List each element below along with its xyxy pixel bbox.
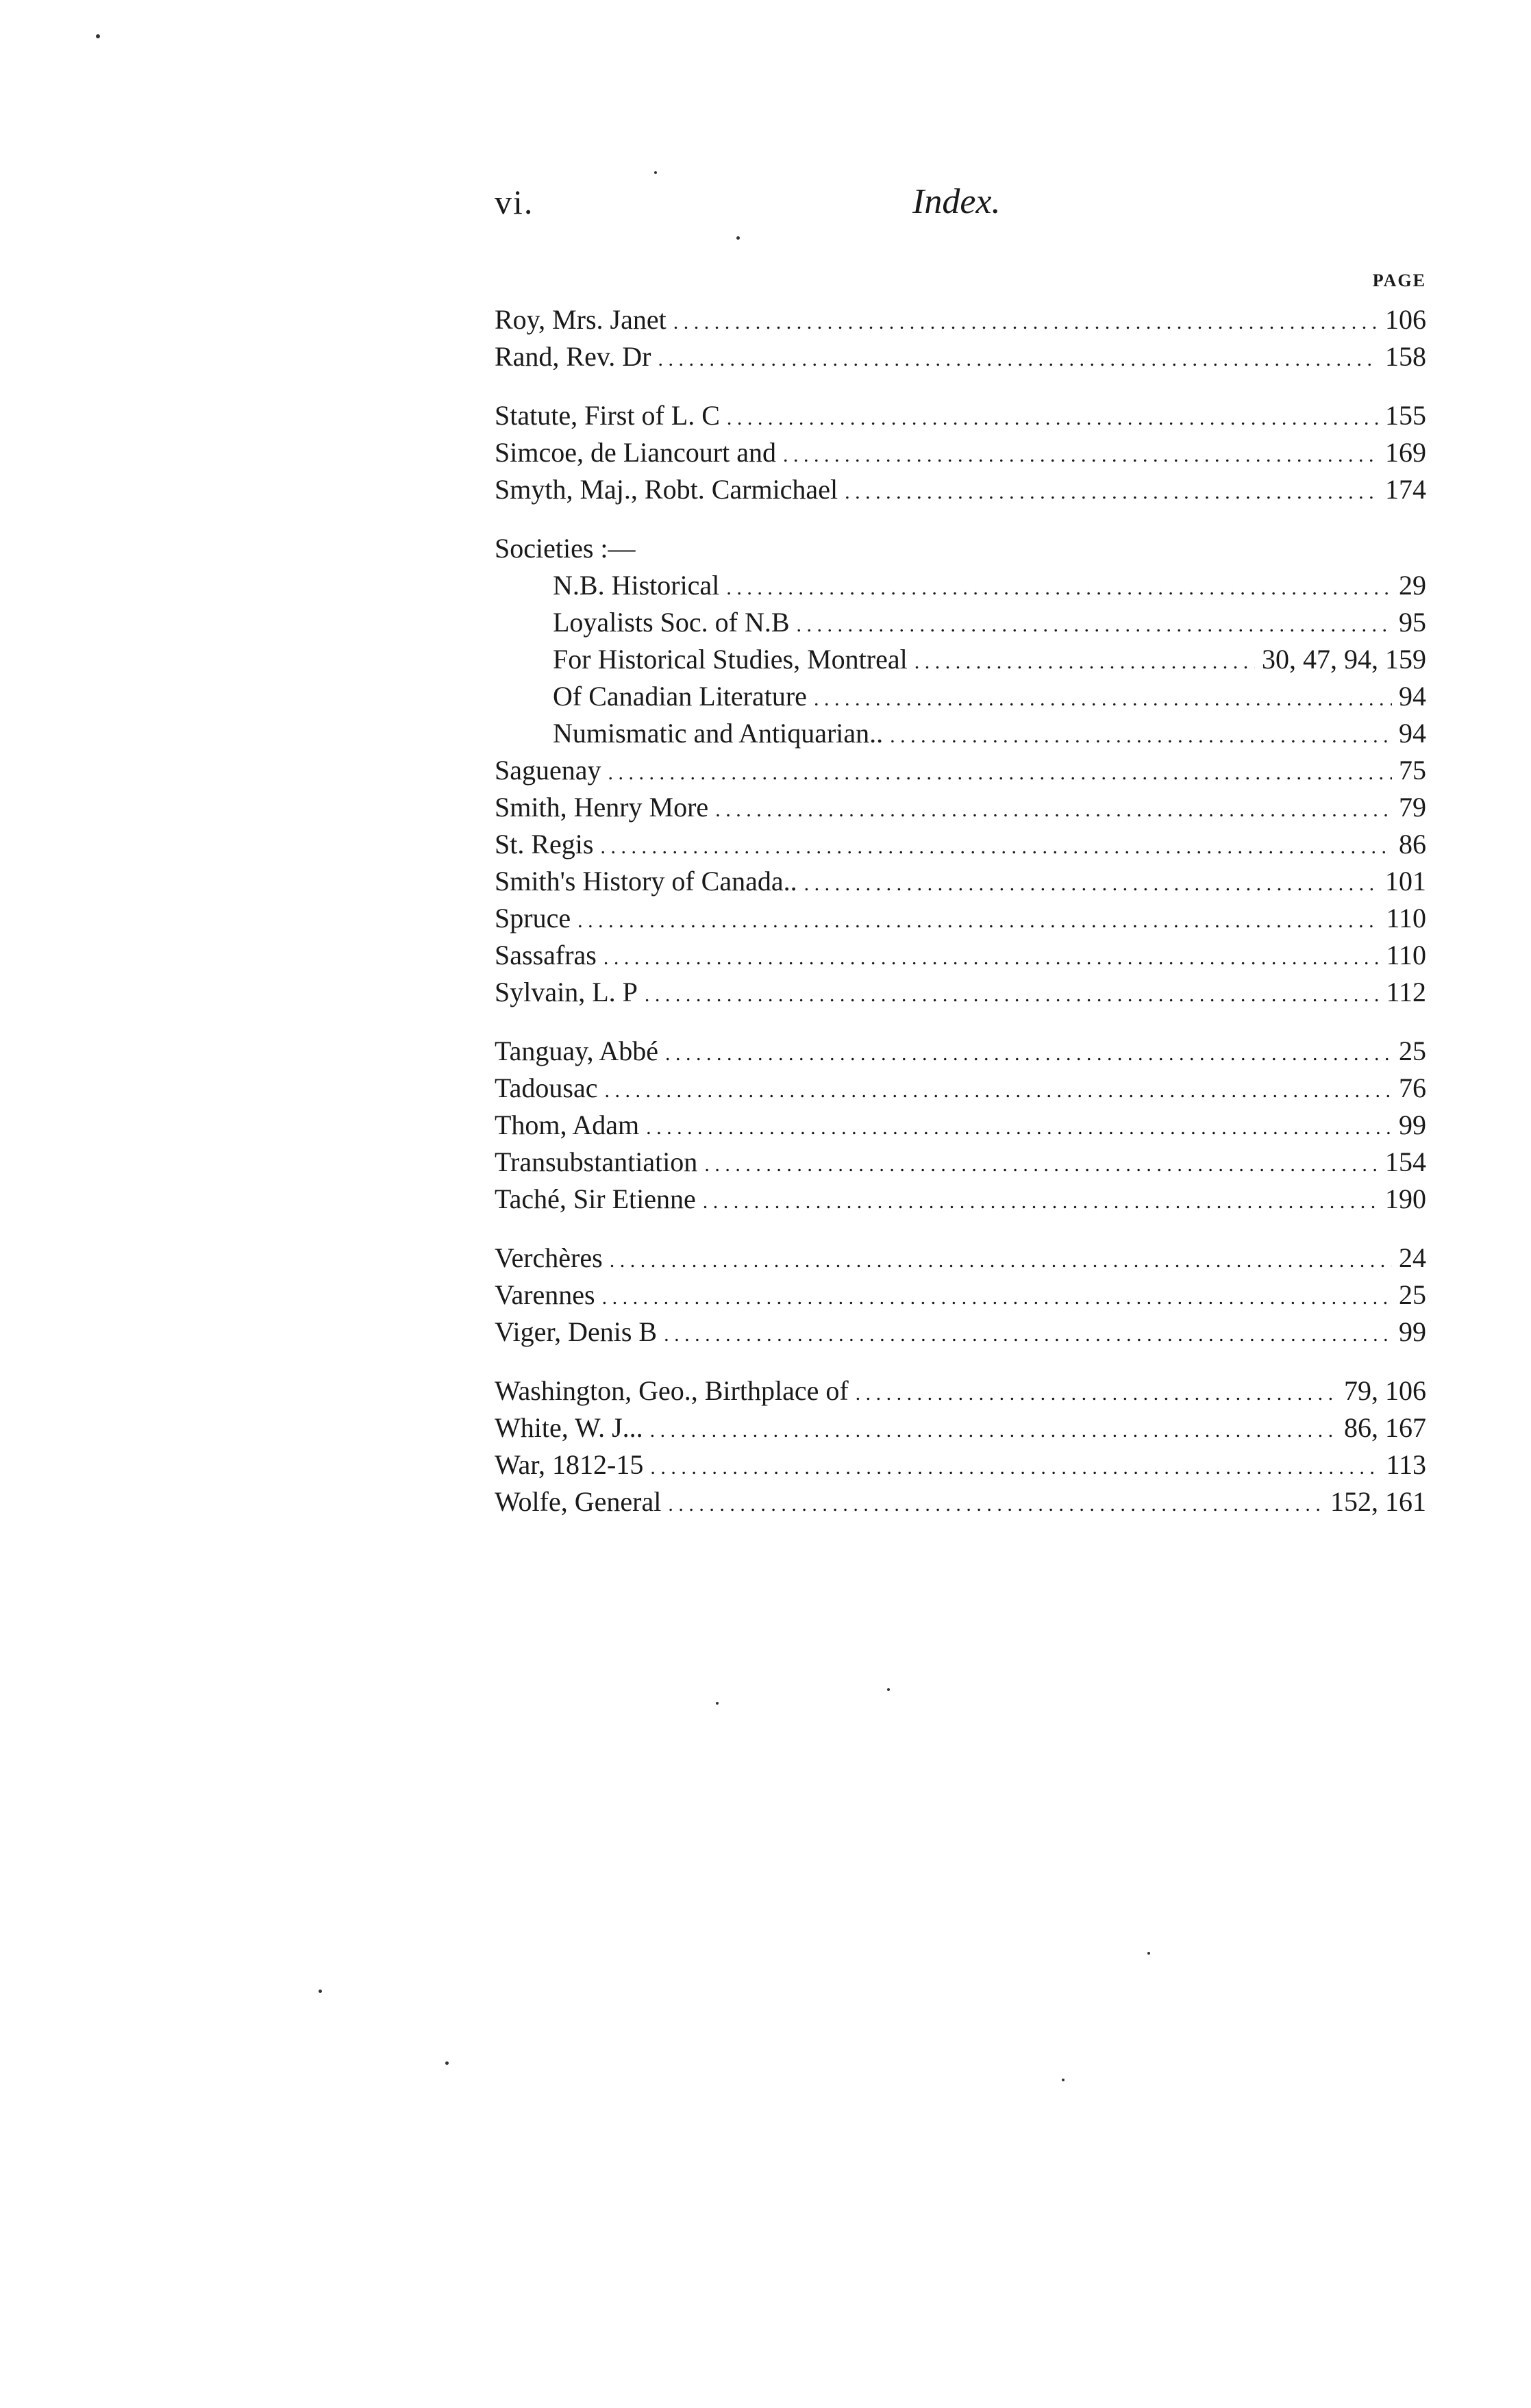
index-entry: [495, 863, 1426, 900]
entry-label: For Historical Studies, Montreal: [553, 644, 908, 675]
entry-pages: 75: [1399, 755, 1426, 786]
entry-pages: 95: [1399, 607, 1426, 638]
entry-label: Viger, Denis B: [495, 1316, 658, 1347]
scan-speck: [736, 236, 740, 240]
entry-pages: 25: [1399, 1036, 1426, 1066]
dot-leader: [645, 977, 1380, 1014]
dot-leader: [726, 570, 1392, 607]
entry-label: Simcoe, de Liancourt and: [495, 437, 776, 468]
entry-label: Spruce: [495, 903, 571, 933]
entry-label: Tanguay, Abbé: [495, 1036, 658, 1066]
entry-label: Washington, Geo., Birthplace of: [495, 1375, 849, 1406]
entry-pages: 113: [1386, 1449, 1426, 1480]
index-entry: [495, 1314, 1426, 1351]
index-group: [495, 301, 1426, 375]
dot-leader: [665, 1036, 1392, 1073]
running-title: Index.: [912, 182, 1001, 221]
dot-leader: [577, 903, 1379, 940]
index-list: [495, 301, 1426, 1520]
scan-speck: [654, 171, 657, 174]
entry-pages: 155: [1385, 400, 1426, 431]
entry-label: Verchères: [495, 1242, 603, 1273]
entry-pages: 190: [1385, 1183, 1426, 1214]
index-entry: [495, 1277, 1426, 1314]
entry-label: Wolfe, General: [495, 1486, 662, 1517]
entry-label: N.B. Historical: [553, 570, 720, 601]
entry-label: Rand, Rev. Dr: [495, 341, 651, 372]
index-entry: [495, 397, 1426, 434]
index-entry: [495, 974, 1426, 1011]
entry-pages: 86: [1399, 829, 1426, 860]
dot-leader: [650, 1449, 1379, 1486]
index-entry: [495, 1409, 1426, 1446]
entry-label: St. Regis: [495, 829, 594, 860]
entry-label: Smith, Henry More: [495, 792, 709, 823]
index-entry: [495, 1483, 1426, 1520]
dot-leader: [727, 400, 1378, 437]
index-entry: [495, 789, 1426, 826]
dot-leader: [814, 681, 1392, 718]
index-entry: [495, 301, 1426, 338]
scan-speck: [1147, 1952, 1150, 1955]
scan-speck: [887, 1688, 890, 1691]
index-group: [495, 397, 1426, 508]
entry-pages: 158: [1385, 341, 1426, 372]
index-entry: [495, 338, 1426, 375]
entry-pages: 25: [1399, 1279, 1426, 1310]
index-entry: [495, 1070, 1426, 1107]
scan-speck: [96, 34, 100, 38]
entry-pages: 30, 47, 94, 159: [1262, 644, 1426, 675]
entry-pages: 110: [1386, 903, 1426, 933]
dot-leader: [783, 437, 1378, 474]
entry-label: Sylvain, L. P: [495, 977, 638, 1007]
entry-pages: 79, 106: [1344, 1375, 1426, 1406]
entry-pages: 86, 167: [1344, 1412, 1426, 1443]
dot-leader: [856, 1375, 1337, 1412]
dot-leader: [845, 474, 1378, 511]
index-subentry: [495, 604, 1426, 641]
entry-pages: 174: [1385, 474, 1426, 505]
dot-leader: [715, 792, 1392, 829]
index-entry: [495, 900, 1426, 937]
entry-pages: 29: [1399, 570, 1426, 601]
index-subentry: [495, 641, 1426, 678]
index-entry: [495, 1181, 1426, 1218]
index-entry: [495, 752, 1426, 789]
page-header: [495, 181, 1426, 290]
dot-leader: [673, 304, 1378, 341]
scan-speck: [319, 1990, 322, 1993]
dot-leader: [650, 1412, 1337, 1449]
dot-leader: [914, 644, 1255, 681]
index-entry: [495, 826, 1426, 863]
dot-leader: [604, 1073, 1392, 1109]
scan-speck: [716, 1702, 719, 1705]
entry-pages: 169: [1385, 437, 1426, 468]
index-heading: Societies :—: [495, 533, 636, 564]
index-subentry: [495, 567, 1426, 604]
index-entry: [495, 1107, 1426, 1144]
entry-label: Sassafras: [495, 940, 597, 970]
entry-pages: 154: [1385, 1146, 1426, 1177]
index-entry: [495, 1446, 1426, 1483]
entry-pages: 79: [1399, 792, 1426, 823]
entry-pages: 106: [1385, 304, 1426, 335]
dot-leader: [610, 1242, 1392, 1279]
dot-leader: [703, 1183, 1378, 1220]
page-folio: vi.: [495, 183, 534, 221]
dot-leader: [600, 829, 1392, 866]
index-group: [495, 530, 1426, 1011]
index-group: [495, 1033, 1426, 1218]
entry-pages: 76: [1399, 1073, 1426, 1103]
entry-label: Thom, Adam: [495, 1109, 640, 1140]
index-entry: [495, 434, 1426, 471]
dot-leader: [646, 1109, 1392, 1146]
dot-leader: [804, 866, 1378, 903]
scan-speck: [445, 2061, 449, 2065]
page-column-label: PAGE: [1372, 271, 1426, 290]
entry-pages: 110: [1386, 940, 1426, 970]
dot-leader: [608, 755, 1392, 792]
entry-label: White, W. J...: [495, 1412, 643, 1443]
index-subentry: [495, 678, 1426, 715]
dot-leader: [603, 940, 1380, 977]
entry-label: Taché, Sir Etienne: [495, 1183, 696, 1214]
entry-pages: 94: [1399, 681, 1426, 712]
index-entry: [495, 471, 1426, 508]
entry-label: Roy, Mrs. Janet: [495, 304, 667, 335]
entry-label: Statute, First of L. C: [495, 400, 720, 431]
entry-label: Loyalists Soc. of N.B: [553, 607, 790, 638]
scan-speck: [1062, 2079, 1065, 2081]
index-entry: [495, 1240, 1426, 1277]
entry-pages: 99: [1399, 1316, 1426, 1347]
entry-pages: 101: [1385, 866, 1426, 896]
dot-leader: [602, 1279, 1392, 1316]
entry-label: Varennes: [495, 1279, 595, 1310]
entry-pages: 94: [1399, 718, 1426, 749]
entry-label: Transubstantiation: [495, 1146, 698, 1177]
entry-label: Saguenay: [495, 755, 601, 786]
index-group: [495, 1240, 1426, 1351]
dot-leader: [890, 718, 1392, 755]
dot-leader: [658, 341, 1378, 378]
entry-pages: 24: [1399, 1242, 1426, 1273]
index-group: [495, 1372, 1426, 1520]
entry-pages: 112: [1386, 977, 1426, 1007]
entry-label: Of Canadian Literature: [553, 681, 807, 712]
index-entry: [495, 937, 1426, 974]
index-entry: [495, 1144, 1426, 1181]
dot-leader: [704, 1146, 1378, 1183]
dot-leader: [797, 607, 1392, 644]
index-entry: [495, 1372, 1426, 1409]
entry-pages: 99: [1399, 1109, 1426, 1140]
dot-leader: [664, 1316, 1392, 1353]
entry-label: Numismatic and Antiquarian..: [553, 718, 884, 749]
dot-leader: [668, 1486, 1323, 1523]
entry-label: Tadousac: [495, 1073, 598, 1103]
entry-label: War, 1812-15: [495, 1449, 644, 1480]
index-subentry: [495, 715, 1426, 752]
index-entry: [495, 1033, 1426, 1070]
entry-pages: 152, 161: [1330, 1486, 1426, 1517]
entry-label: Smyth, Maj., Robt. Carmichael: [495, 474, 838, 505]
entry-label: Smith's History of Canada..: [495, 866, 797, 896]
